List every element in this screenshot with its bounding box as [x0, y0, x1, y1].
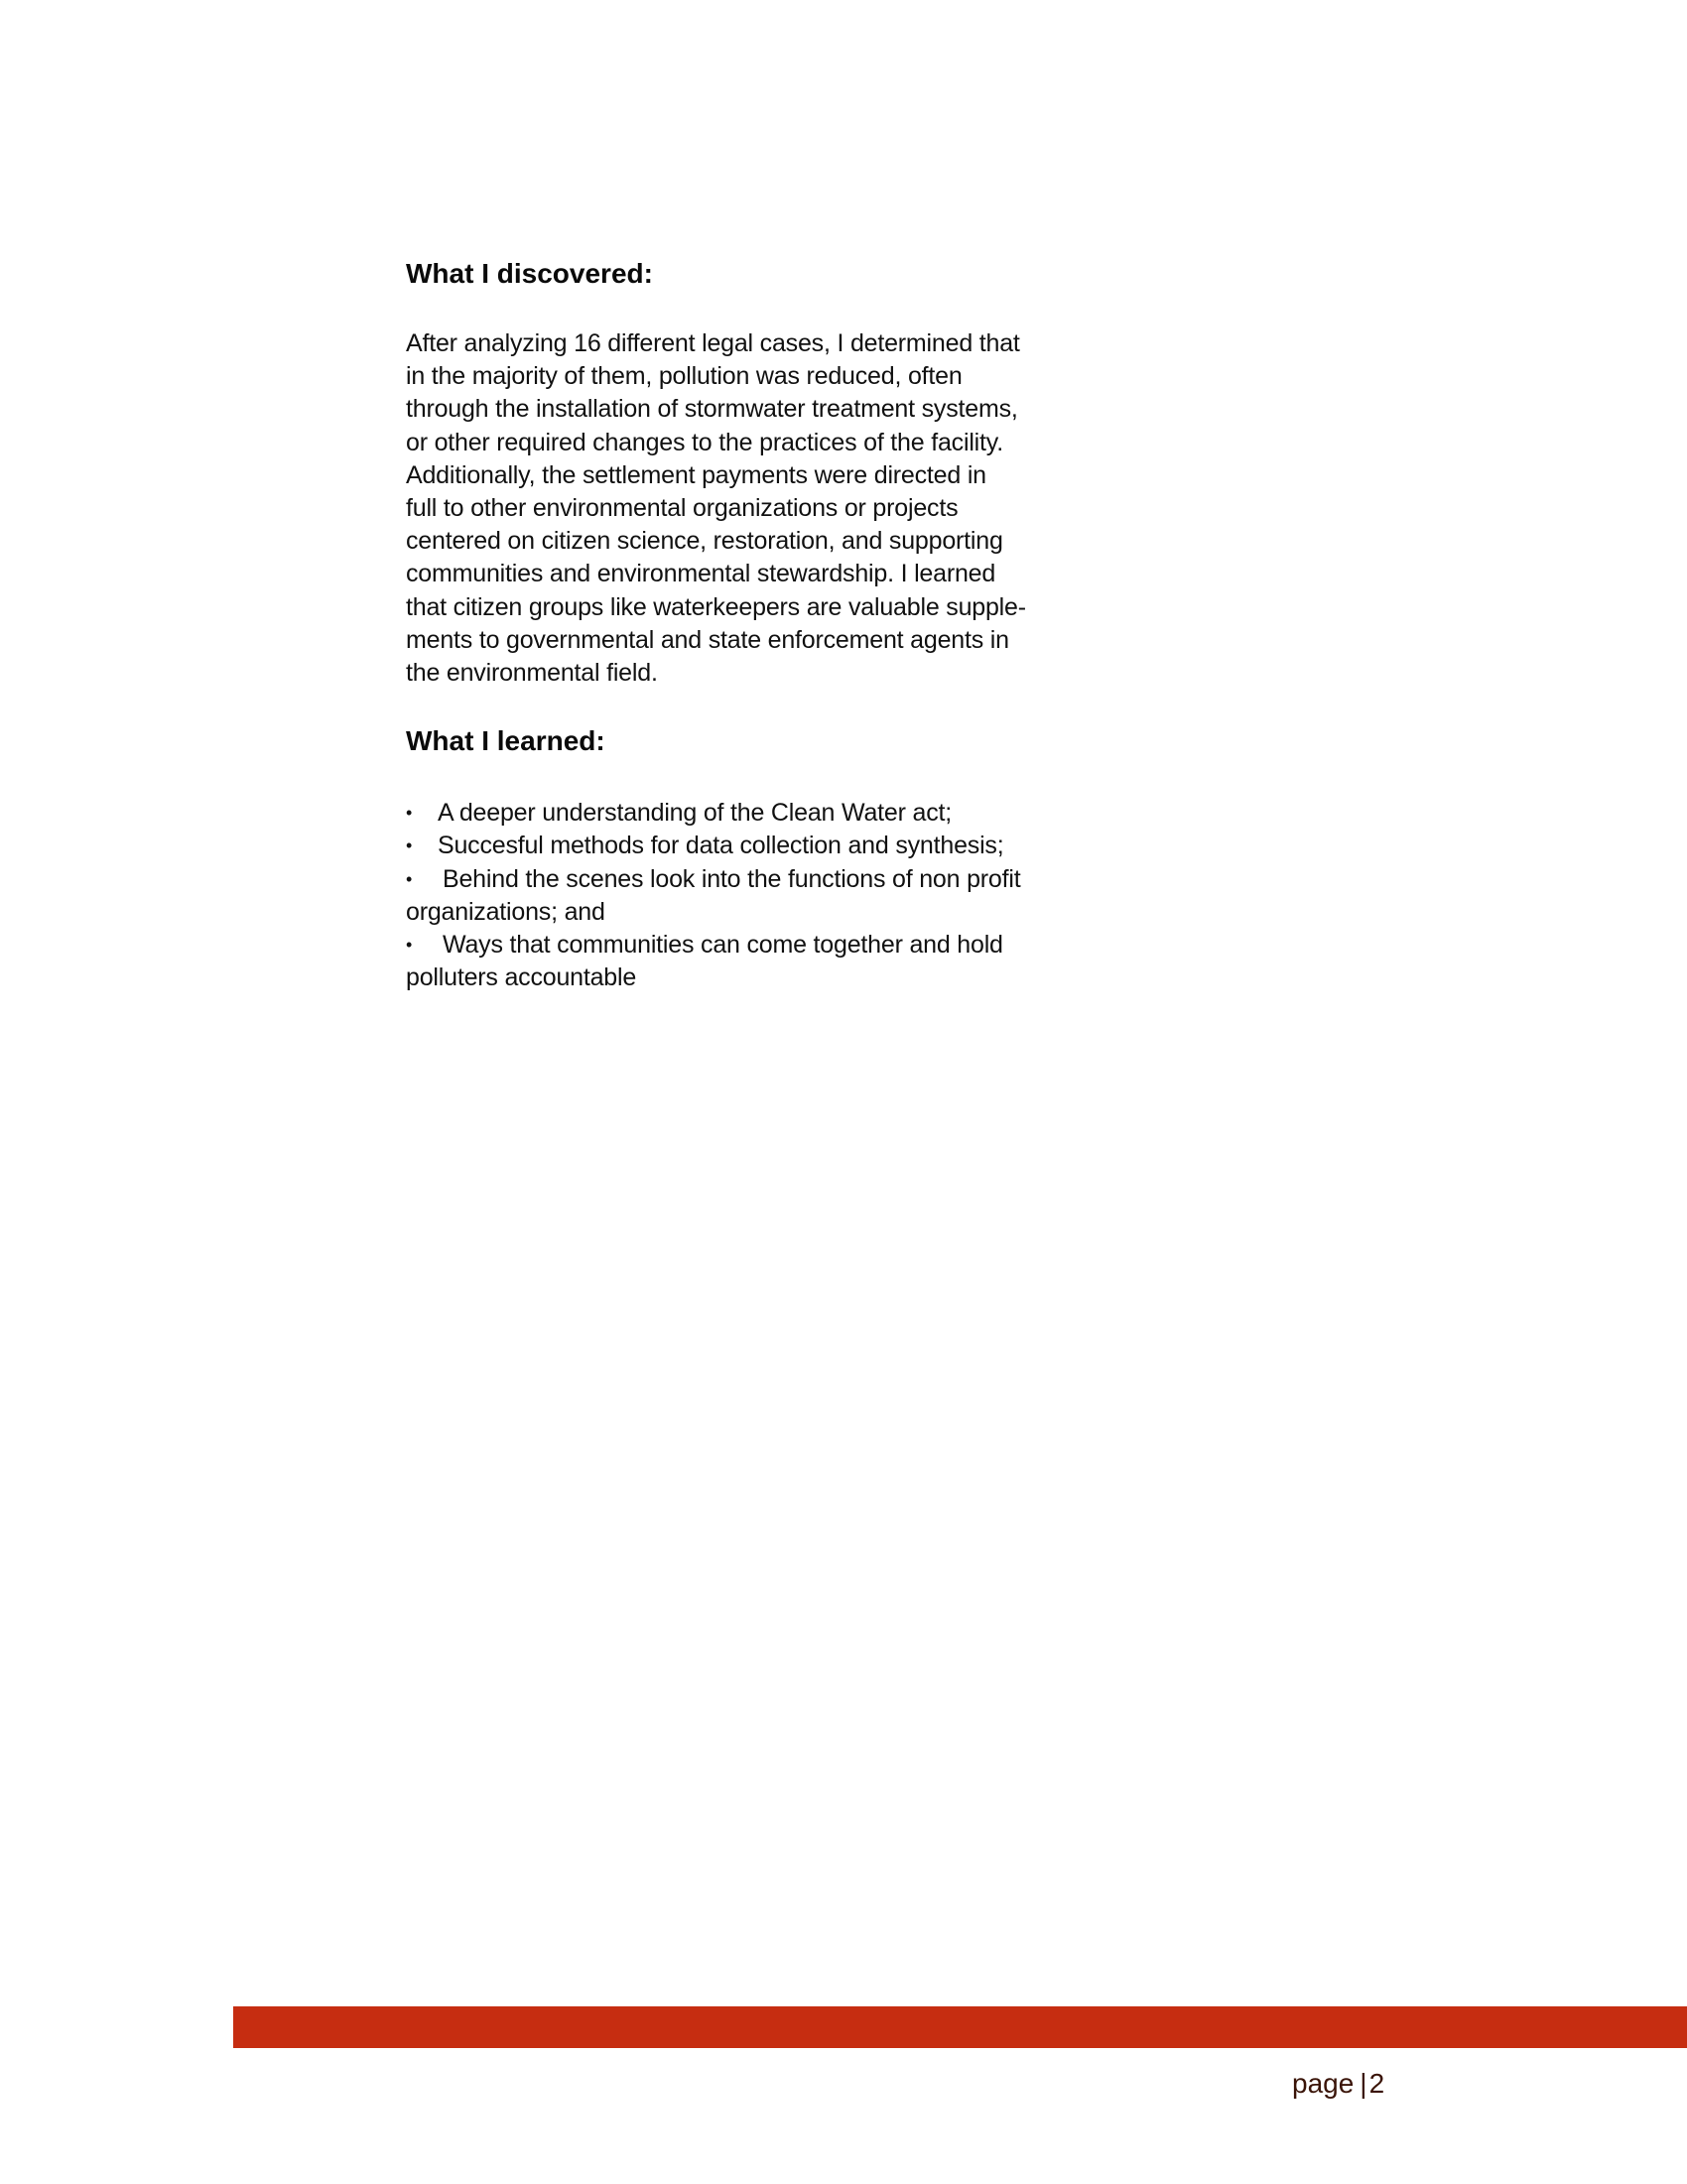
list-item-continuation: polluters accountable — [406, 964, 637, 992]
paragraph-line: After analyzing 16 different legal cases, I determined that — [406, 329, 1020, 357]
learned-heading: What I learned: — [406, 725, 605, 757]
paragraph-line: centered on citizen science, restoration, and supporting — [406, 527, 1003, 556]
list-item-text: Ways that communities can come together and hold — [443, 931, 1003, 960]
list-item — [406, 929, 1081, 994]
footer-accent-bar — [233, 2006, 1687, 2048]
bullet-icon: • — [406, 935, 413, 956]
page-content — [406, 256, 1081, 994]
paragraph-line: ments to governmental and state enforcement agents in — [406, 625, 1009, 654]
list-item — [406, 797, 1081, 830]
bullet-icon: • — [406, 803, 413, 824]
paragraph-line: Additionally, the settlement payments were directed in — [406, 460, 986, 489]
page-separator: | — [1360, 2068, 1367, 2099]
paragraph-line: communities and environmental stewardship. I learned — [406, 560, 996, 588]
paragraph-line: full to other environmental organizations or projects — [406, 494, 959, 523]
page-label: page — [1292, 2068, 1355, 2099]
discovered-heading: What I discovered: — [406, 258, 653, 289]
discovered-paragraph — [406, 327, 1081, 690]
page-number-value: 2 — [1368, 2068, 1385, 2099]
list-item — [406, 863, 1081, 929]
list-item-continuation: organizations; and — [406, 897, 605, 926]
paragraph-line: that citizen groups like waterkeepers are valuable supple- — [406, 592, 1026, 621]
list-item-text: Succesful methods for data collection and synthesis; — [438, 832, 1004, 860]
paragraph-line: or other required changes to the practices of the facility. — [406, 428, 1003, 456]
page-number — [1292, 2067, 1384, 2101]
list-item-text: A deeper understanding of the Clean Water act; — [438, 799, 952, 828]
list-item — [406, 830, 1081, 862]
bullet-icon: • — [406, 868, 413, 889]
list-item-text: Behind the scenes look into the functions of non profit — [443, 864, 1021, 893]
paragraph-line: the environmental field. — [406, 659, 658, 688]
paragraph-line: through the installation of stormwater treatment systems, — [406, 395, 1018, 424]
bullet-icon: • — [406, 835, 413, 856]
paragraph-line: in the majority of them, pollution was reduced, often — [406, 362, 963, 391]
learned-list — [406, 797, 1081, 994]
